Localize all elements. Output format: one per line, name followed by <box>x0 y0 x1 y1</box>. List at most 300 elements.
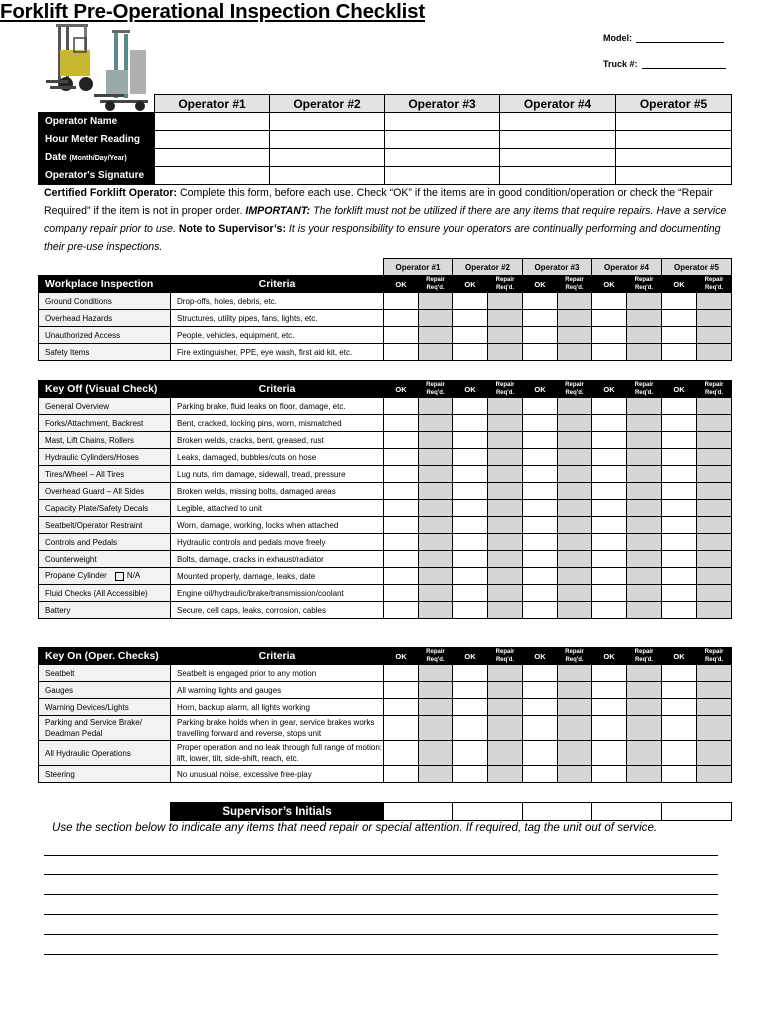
date-cell[interactable] <box>270 149 385 167</box>
repair-checkbox-cell[interactable] <box>697 344 732 361</box>
ok-checkbox-cell[interactable] <box>662 716 697 741</box>
repair-checkbox-cell[interactable] <box>419 766 453 783</box>
checklist-item-label: Unauthorized Access <box>39 327 171 344</box>
ok-checkbox-cell[interactable] <box>662 517 697 534</box>
ok-checkbox-cell[interactable] <box>384 665 419 682</box>
repair-checkbox-cell[interactable] <box>419 517 453 534</box>
ok-checkbox-cell[interactable] <box>384 466 419 483</box>
ok-checkbox-cell[interactable] <box>662 293 697 310</box>
repair-checkbox-cell[interactable] <box>627 665 662 682</box>
repair-required-header: Repair Req'd. <box>488 648 523 665</box>
ok-checkbox-cell[interactable] <box>662 585 697 602</box>
checklist-criteria: Proper operation and no leak through full range of motion: lift, lower, tilt, side-shift, reach, etc. <box>171 741 384 766</box>
repair-checkbox-cell[interactable] <box>627 534 662 551</box>
ok-checkbox-cell[interactable] <box>523 665 558 682</box>
ok-checkbox-cell[interactable] <box>662 327 697 344</box>
checklist-criteria: Secure, cell caps, leaks, corrosion, cables <box>171 602 384 619</box>
ok-header: OK <box>384 648 419 665</box>
ok-checkbox-cell[interactable] <box>523 310 558 327</box>
repair-checkbox-cell[interactable] <box>697 432 732 449</box>
hour-meter-cell[interactable] <box>270 131 385 149</box>
checklist-row <box>39 432 732 449</box>
supervisor-initials-cell[interactable] <box>592 803 662 821</box>
truck-field[interactable] <box>603 59 726 69</box>
date-cell[interactable] <box>500 149 616 167</box>
repair-checkbox-cell[interactable] <box>419 466 453 483</box>
signature-label: Operator's Signature <box>39 167 155 185</box>
repair-checkbox-cell[interactable] <box>558 568 592 585</box>
repair-checkbox-cell[interactable] <box>419 602 453 619</box>
ok-checkbox-cell[interactable] <box>662 398 697 415</box>
repair-checkbox-cell[interactable] <box>627 568 662 585</box>
repair-checkbox-cell[interactable] <box>419 310 453 327</box>
notes-line[interactable] <box>44 855 718 856</box>
repair-checkbox-cell[interactable] <box>558 310 592 327</box>
ok-checkbox-cell[interactable] <box>453 327 488 344</box>
repair-checkbox-cell[interactable] <box>558 327 592 344</box>
ok-checkbox-cell[interactable] <box>662 568 697 585</box>
ok-checkbox-cell[interactable] <box>662 449 697 466</box>
date-cell[interactable] <box>616 149 732 167</box>
repair-checkbox-cell[interactable] <box>627 344 662 361</box>
repair-checkbox-cell[interactable] <box>488 344 523 361</box>
ok-checkbox-cell[interactable] <box>523 500 558 517</box>
ok-checkbox-cell[interactable] <box>592 551 627 568</box>
model-field[interactable] <box>603 33 724 43</box>
ok-checkbox-cell[interactable] <box>453 293 488 310</box>
signature-cell[interactable] <box>500 167 616 185</box>
repair-checkbox-cell[interactable] <box>627 466 662 483</box>
repair-checkbox-cell[interactable] <box>488 449 523 466</box>
repair-checkbox-cell[interactable] <box>697 449 732 466</box>
ok-checkbox-cell[interactable] <box>592 293 627 310</box>
repair-checkbox-cell[interactable] <box>627 741 662 766</box>
repair-checkbox-cell[interactable] <box>419 716 453 741</box>
ok-checkbox-cell[interactable] <box>384 449 419 466</box>
repair-required-header: Repair Req'd. <box>697 648 732 665</box>
ok-checkbox-cell[interactable] <box>592 682 627 699</box>
checklist-criteria: Structures, utility pipes, fans, lights, etc. <box>171 310 384 327</box>
ok-checkbox-cell[interactable] <box>453 344 488 361</box>
repair-checkbox-cell[interactable] <box>419 483 453 500</box>
repair-checkbox-cell[interactable] <box>488 585 523 602</box>
operator-col-3: Operator #3 <box>385 95 500 113</box>
ok-checkbox-cell[interactable] <box>384 415 419 432</box>
checklist-criteria: Broken welds, missing bolts, damaged areas <box>171 483 384 500</box>
ok-checkbox-cell[interactable] <box>592 483 627 500</box>
repair-checkbox-cell[interactable] <box>558 449 592 466</box>
repair-checkbox-cell[interactable] <box>488 665 523 682</box>
supervisor-initials-cell[interactable] <box>662 803 732 821</box>
repair-checkbox-cell[interactable] <box>558 716 592 741</box>
ok-checkbox-cell[interactable] <box>662 665 697 682</box>
repair-checkbox-cell[interactable] <box>627 327 662 344</box>
ok-checkbox-cell[interactable] <box>592 398 627 415</box>
repair-checkbox-cell[interactable] <box>419 432 453 449</box>
repair-checkbox-cell[interactable] <box>488 310 523 327</box>
ok-checkbox-cell[interactable] <box>453 517 488 534</box>
ok-checkbox-cell[interactable] <box>662 310 697 327</box>
checklist-item-label: Seatbelt <box>39 665 171 682</box>
repair-checkbox-cell[interactable] <box>558 682 592 699</box>
ok-checkbox-cell[interactable] <box>592 602 627 619</box>
repair-checkbox-cell[interactable] <box>627 716 662 741</box>
ok-checkbox-cell[interactable] <box>662 483 697 500</box>
repair-checkbox-cell[interactable] <box>558 293 592 310</box>
repair-checkbox-cell[interactable] <box>697 568 732 585</box>
ok-checkbox-cell[interactable] <box>592 585 627 602</box>
ok-checkbox-cell[interactable] <box>453 432 488 449</box>
checklist-criteria: Engine oil/hydraulic/brake/transmission/coolant <box>171 585 384 602</box>
operator-col-1: Operator #1 <box>155 95 270 113</box>
ok-checkbox-cell[interactable] <box>453 716 488 741</box>
checklist-criteria: Seatbelt is engaged prior to any motion <box>171 665 384 682</box>
operator-name-cell[interactable] <box>155 113 270 131</box>
ok-checkbox-cell[interactable] <box>592 568 627 585</box>
ok-checkbox-cell[interactable] <box>662 602 697 619</box>
ok-checkbox-cell[interactable] <box>592 344 627 361</box>
repair-required-header: Repair Req'd. <box>558 648 592 665</box>
ok-checkbox-cell[interactable] <box>523 398 558 415</box>
repair-checkbox-cell[interactable] <box>488 483 523 500</box>
repair-checkbox-cell[interactable] <box>419 327 453 344</box>
repair-checkbox-cell[interactable] <box>488 551 523 568</box>
ok-checkbox-cell[interactable] <box>662 466 697 483</box>
ok-checkbox-cell[interactable] <box>523 327 558 344</box>
ok-checkbox-cell[interactable] <box>523 568 558 585</box>
ok-checkbox-cell[interactable] <box>662 682 697 699</box>
ok-checkbox-cell[interactable] <box>523 551 558 568</box>
repair-checkbox-cell[interactable] <box>558 665 592 682</box>
repair-checkbox-cell[interactable] <box>627 398 662 415</box>
ok-checkbox-cell[interactable] <box>523 415 558 432</box>
checklist-row <box>39 602 732 619</box>
repair-checkbox-cell[interactable] <box>697 602 732 619</box>
repair-checkbox-cell[interactable] <box>419 551 453 568</box>
operator-name-cell[interactable] <box>270 113 385 131</box>
ok-checkbox-cell[interactable] <box>384 398 419 415</box>
ok-header: OK <box>662 648 697 665</box>
ok-checkbox-cell[interactable] <box>662 500 697 517</box>
repair-checkbox-cell[interactable] <box>558 699 592 716</box>
repair-checkbox-cell[interactable] <box>627 551 662 568</box>
ok-checkbox-cell[interactable] <box>662 766 697 783</box>
ok-checkbox-cell[interactable] <box>592 741 627 766</box>
ok-checkbox-cell[interactable] <box>384 500 419 517</box>
ok-checkbox-cell[interactable] <box>384 585 419 602</box>
ok-checkbox-cell[interactable] <box>453 585 488 602</box>
repair-checkbox-cell[interactable] <box>697 398 732 415</box>
ok-checkbox-cell[interactable] <box>592 432 627 449</box>
ok-checkbox-cell[interactable] <box>384 716 419 741</box>
criteria-header: Criteria <box>171 381 384 398</box>
checklist-item-label: Seatbelt/Operator Restraint <box>39 517 171 534</box>
operator-name-cell[interactable] <box>385 113 500 131</box>
repair-checkbox-cell[interactable] <box>627 500 662 517</box>
checklist-row <box>39 551 732 568</box>
repair-checkbox-cell[interactable] <box>558 766 592 783</box>
signature-cell[interactable] <box>270 167 385 185</box>
repair-checkbox-cell[interactable] <box>697 716 732 741</box>
repair-checkbox-cell[interactable] <box>419 585 453 602</box>
ok-checkbox-cell[interactable] <box>384 551 419 568</box>
ok-checkbox-cell[interactable] <box>523 682 558 699</box>
ok-checkbox-cell[interactable] <box>592 517 627 534</box>
repair-checkbox-cell[interactable] <box>558 602 592 619</box>
ok-checkbox-cell[interactable] <box>384 517 419 534</box>
ok-checkbox-cell[interactable] <box>523 716 558 741</box>
ok-checkbox-cell[interactable] <box>592 716 627 741</box>
repair-checkbox-cell[interactable] <box>419 534 453 551</box>
ok-checkbox-cell[interactable] <box>592 415 627 432</box>
ok-checkbox-cell[interactable] <box>662 415 697 432</box>
repair-checkbox-cell[interactable] <box>697 466 732 483</box>
ok-checkbox-cell[interactable] <box>523 517 558 534</box>
repair-checkbox-cell[interactable] <box>488 766 523 783</box>
ok-checkbox-cell[interactable] <box>662 344 697 361</box>
signature-cell[interactable] <box>385 167 500 185</box>
ok-checkbox-cell[interactable] <box>523 602 558 619</box>
repair-checkbox-cell[interactable] <box>627 293 662 310</box>
repair-checkbox-cell[interactable] <box>488 327 523 344</box>
repair-checkbox-cell[interactable] <box>697 682 732 699</box>
repair-checkbox-cell[interactable] <box>697 327 732 344</box>
ok-checkbox-cell[interactable] <box>453 551 488 568</box>
ok-checkbox-cell[interactable] <box>592 449 627 466</box>
repair-checkbox-cell[interactable] <box>558 344 592 361</box>
signature-cell[interactable] <box>616 167 732 185</box>
ok-checkbox-cell[interactable] <box>453 415 488 432</box>
ok-checkbox-cell[interactable] <box>592 534 627 551</box>
repair-checkbox-cell[interactable] <box>419 415 453 432</box>
repair-checkbox-cell[interactable] <box>488 568 523 585</box>
ok-checkbox-cell[interactable] <box>662 432 697 449</box>
repair-checkbox-cell[interactable] <box>488 741 523 766</box>
ok-checkbox-cell[interactable] <box>384 432 419 449</box>
ok-checkbox-cell[interactable] <box>523 344 558 361</box>
date-label: Date (Month/Day/Year) <box>39 149 155 167</box>
ok-checkbox-cell[interactable] <box>523 585 558 602</box>
repair-checkbox-cell[interactable] <box>697 310 732 327</box>
supervisor-initials-cell[interactable] <box>453 803 523 821</box>
repair-checkbox-cell[interactable] <box>627 699 662 716</box>
ok-checkbox-cell[interactable] <box>662 534 697 551</box>
repair-checkbox-cell[interactable] <box>697 741 732 766</box>
ok-checkbox-cell[interactable] <box>523 699 558 716</box>
repair-checkbox-cell[interactable] <box>697 534 732 551</box>
repair-checkbox-cell[interactable] <box>419 398 453 415</box>
ok-checkbox-cell[interactable] <box>384 682 419 699</box>
repair-checkbox-cell[interactable] <box>627 517 662 534</box>
repair-checkbox-cell[interactable] <box>419 500 453 517</box>
repair-checkbox-cell[interactable] <box>419 449 453 466</box>
ok-checkbox-cell[interactable] <box>523 483 558 500</box>
checklist-criteria: Parking brake holds when in gear, service brakes works travelling forward and reverse, stops unit <box>171 716 384 741</box>
repair-checkbox-cell[interactable] <box>419 568 453 585</box>
ok-checkbox-cell[interactable] <box>384 483 419 500</box>
operator-name-cell[interactable] <box>616 113 732 131</box>
checklist-item-label: Hydraulic Cylinders/Hoses <box>39 449 171 466</box>
repair-checkbox-cell[interactable] <box>488 699 523 716</box>
operator-column-head: Operator #3 <box>523 259 592 276</box>
notes-line[interactable] <box>44 894 718 895</box>
repair-checkbox-cell[interactable] <box>488 432 523 449</box>
ok-checkbox-cell[interactable] <box>453 699 488 716</box>
supervisor-initials-cell[interactable] <box>384 803 453 821</box>
repair-checkbox-cell[interactable] <box>697 665 732 682</box>
ok-checkbox-cell[interactable] <box>384 327 419 344</box>
ok-checkbox-cell[interactable] <box>523 449 558 466</box>
notes-line[interactable] <box>44 914 718 915</box>
repair-checkbox-cell[interactable] <box>488 466 523 483</box>
ok-checkbox-cell[interactable] <box>523 432 558 449</box>
repair-checkbox-cell[interactable] <box>419 699 453 716</box>
date-cell[interactable] <box>385 149 500 167</box>
notes-line[interactable] <box>44 874 718 875</box>
repair-checkbox-cell[interactable] <box>697 500 732 517</box>
hour-meter-cell[interactable] <box>616 131 732 149</box>
checklist-criteria: Bolts, damage, cracks in exhaust/radiator <box>171 551 384 568</box>
checklist-row <box>39 741 732 766</box>
repair-checkbox-cell[interactable] <box>697 483 732 500</box>
ok-header: OK <box>384 381 419 398</box>
repair-checkbox-cell[interactable] <box>627 585 662 602</box>
ok-checkbox-cell[interactable] <box>453 741 488 766</box>
ok-checkbox-cell[interactable] <box>453 449 488 466</box>
signature-cell[interactable] <box>155 167 270 185</box>
ok-checkbox-cell[interactable] <box>523 466 558 483</box>
repair-checkbox-cell[interactable] <box>558 432 592 449</box>
repair-checkbox-cell[interactable] <box>558 517 592 534</box>
ok-checkbox-cell[interactable] <box>662 741 697 766</box>
repair-checkbox-cell[interactable] <box>419 665 453 682</box>
repair-checkbox-cell[interactable] <box>697 766 732 783</box>
repair-checkbox-cell[interactable] <box>558 534 592 551</box>
ok-checkbox-cell[interactable] <box>453 398 488 415</box>
ok-checkbox-cell[interactable] <box>453 568 488 585</box>
ok-checkbox-cell[interactable] <box>523 534 558 551</box>
ok-checkbox-cell[interactable] <box>592 699 627 716</box>
ok-checkbox-cell[interactable] <box>662 699 697 716</box>
ok-checkbox-cell[interactable] <box>384 310 419 327</box>
repair-checkbox-cell[interactable] <box>419 682 453 699</box>
repair-checkbox-cell[interactable] <box>627 310 662 327</box>
ok-checkbox-cell[interactable] <box>453 310 488 327</box>
na-checkbox[interactable] <box>115 572 124 581</box>
repair-checkbox-cell[interactable] <box>488 716 523 741</box>
repair-checkbox-cell[interactable] <box>419 293 453 310</box>
ok-checkbox-cell[interactable] <box>384 766 419 783</box>
ok-checkbox-cell[interactable] <box>384 344 419 361</box>
repair-checkbox-cell[interactable] <box>488 500 523 517</box>
repair-checkbox-cell[interactable] <box>558 483 592 500</box>
ok-checkbox-cell[interactable] <box>384 741 419 766</box>
ok-checkbox-cell[interactable] <box>592 310 627 327</box>
repair-checkbox-cell[interactable] <box>488 398 523 415</box>
ok-checkbox-cell[interactable] <box>384 568 419 585</box>
checklist-criteria: No unusual noise, excessive free-play <box>171 766 384 783</box>
repair-checkbox-cell[interactable] <box>627 483 662 500</box>
hour-meter-cell[interactable] <box>500 131 616 149</box>
repair-checkbox-cell[interactable] <box>697 551 732 568</box>
repair-checkbox-cell[interactable] <box>488 534 523 551</box>
ok-checkbox-cell[interactable] <box>592 466 627 483</box>
repair-checkbox-cell[interactable] <box>697 415 732 432</box>
repair-checkbox-cell[interactable] <box>558 741 592 766</box>
repair-checkbox-cell[interactable] <box>558 466 592 483</box>
ok-checkbox-cell[interactable] <box>453 602 488 619</box>
repair-notes-instruction: Use the section below to indicate any items that need repair or special attention. If required, tag the unit out of service. <box>52 821 658 834</box>
section-title: Key On (Oper. Checks) <box>39 648 171 665</box>
repair-checkbox-cell[interactable] <box>627 432 662 449</box>
repair-checkbox-cell[interactable] <box>627 766 662 783</box>
supervisor-initials-cell[interactable] <box>523 803 592 821</box>
ok-checkbox-cell[interactable] <box>453 682 488 699</box>
ok-checkbox-cell[interactable] <box>453 766 488 783</box>
operator-name-label: Operator Name <box>39 113 155 131</box>
ok-checkbox-cell[interactable] <box>592 500 627 517</box>
ok-checkbox-cell[interactable] <box>453 534 488 551</box>
repair-checkbox-cell[interactable] <box>558 398 592 415</box>
repair-checkbox-cell[interactable] <box>697 585 732 602</box>
ok-checkbox-cell[interactable] <box>384 293 419 310</box>
repair-checkbox-cell[interactable] <box>697 699 732 716</box>
ok-checkbox-cell[interactable] <box>453 466 488 483</box>
ok-checkbox-cell[interactable] <box>384 602 419 619</box>
repair-checkbox-cell[interactable] <box>558 585 592 602</box>
repair-checkbox-cell[interactable] <box>558 551 592 568</box>
repair-checkbox-cell[interactable] <box>627 449 662 466</box>
ok-checkbox-cell[interactable] <box>662 551 697 568</box>
ok-checkbox-cell[interactable] <box>523 766 558 783</box>
hour-meter-cell[interactable] <box>385 131 500 149</box>
ok-checkbox-cell[interactable] <box>384 534 419 551</box>
ok-checkbox-cell[interactable] <box>592 766 627 783</box>
repair-checkbox-cell[interactable] <box>488 517 523 534</box>
hour-meter-cell[interactable] <box>155 131 270 149</box>
date-cell[interactable] <box>155 149 270 167</box>
repair-checkbox-cell[interactable] <box>558 415 592 432</box>
ok-header: OK <box>592 648 627 665</box>
model-label: Model: <box>603 33 632 43</box>
repair-checkbox-cell[interactable] <box>627 602 662 619</box>
checklist-criteria: Broken welds, cracks, bent, greased, rust <box>171 432 384 449</box>
repair-checkbox-cell[interactable] <box>627 682 662 699</box>
repair-checkbox-cell[interactable] <box>558 500 592 517</box>
repair-checkbox-cell[interactable] <box>488 293 523 310</box>
repair-checkbox-cell[interactable] <box>488 415 523 432</box>
ok-checkbox-cell[interactable] <box>592 327 627 344</box>
repair-checkbox-cell[interactable] <box>697 293 732 310</box>
repair-checkbox-cell[interactable] <box>627 415 662 432</box>
ok-checkbox-cell[interactable] <box>384 699 419 716</box>
notes-line[interactable] <box>44 934 718 935</box>
repair-checkbox-cell[interactable] <box>488 682 523 699</box>
repair-checkbox-cell[interactable] <box>419 344 453 361</box>
notes-line[interactable] <box>44 954 718 955</box>
ok-checkbox-cell[interactable] <box>453 483 488 500</box>
ok-checkbox-cell[interactable] <box>523 741 558 766</box>
operator-name-cell[interactable] <box>500 113 616 131</box>
repair-checkbox-cell[interactable] <box>697 517 732 534</box>
repair-checkbox-cell[interactable] <box>488 602 523 619</box>
ok-checkbox-cell[interactable] <box>453 500 488 517</box>
repair-checkbox-cell[interactable] <box>419 741 453 766</box>
ok-checkbox-cell[interactable] <box>592 665 627 682</box>
ok-checkbox-cell[interactable] <box>523 293 558 310</box>
ok-checkbox-cell[interactable] <box>453 665 488 682</box>
checklist-criteria: Horn, backup alarm, all lights working <box>171 699 384 716</box>
